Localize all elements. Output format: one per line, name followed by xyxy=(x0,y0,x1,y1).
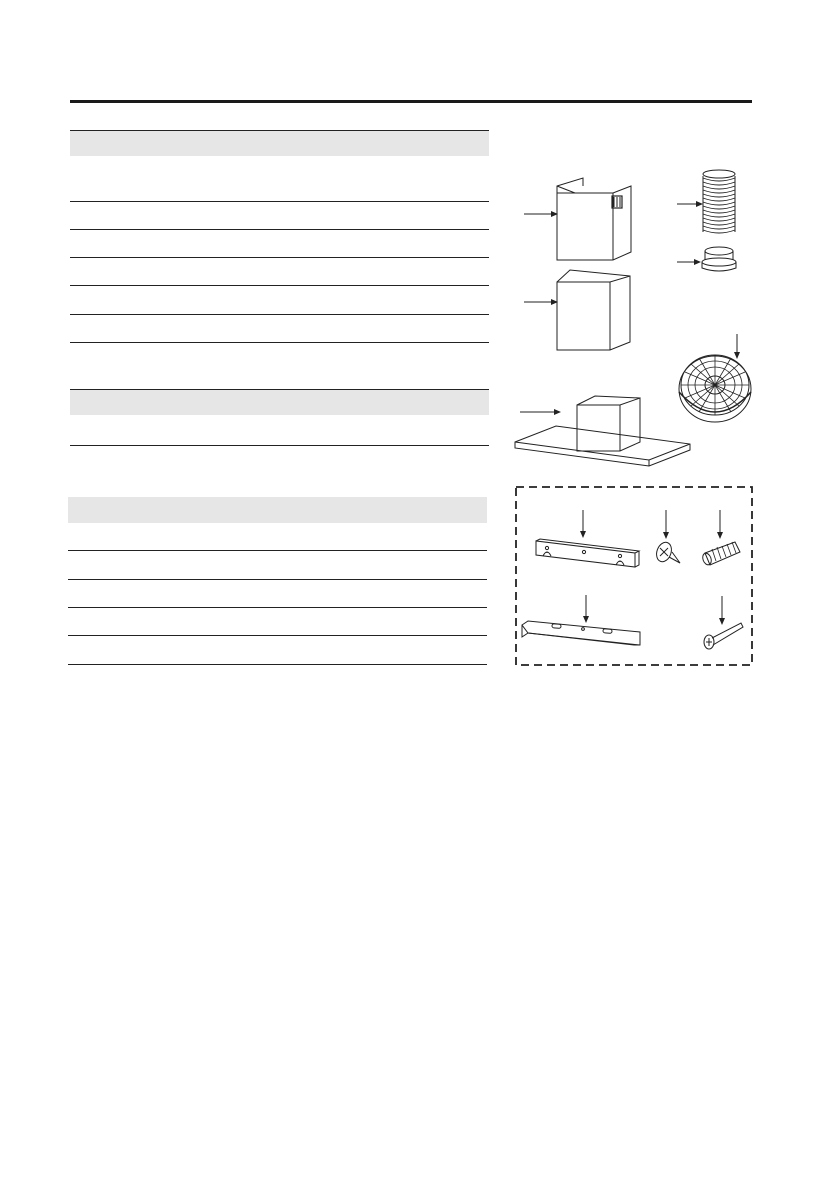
mounting-bracket xyxy=(536,510,639,567)
wall-plug xyxy=(701,510,740,566)
hood-body xyxy=(515,396,690,466)
support-bracket xyxy=(522,595,640,645)
long-screw xyxy=(704,596,743,649)
upper-chimney-cover xyxy=(524,178,631,260)
flexible-exhaust-pipe xyxy=(677,170,735,233)
screw xyxy=(654,510,680,564)
pipe-adapter xyxy=(677,247,736,271)
hardware-kit-box xyxy=(516,487,752,665)
lower-chimney-cover xyxy=(524,270,630,350)
carbon-filter xyxy=(679,334,751,422)
